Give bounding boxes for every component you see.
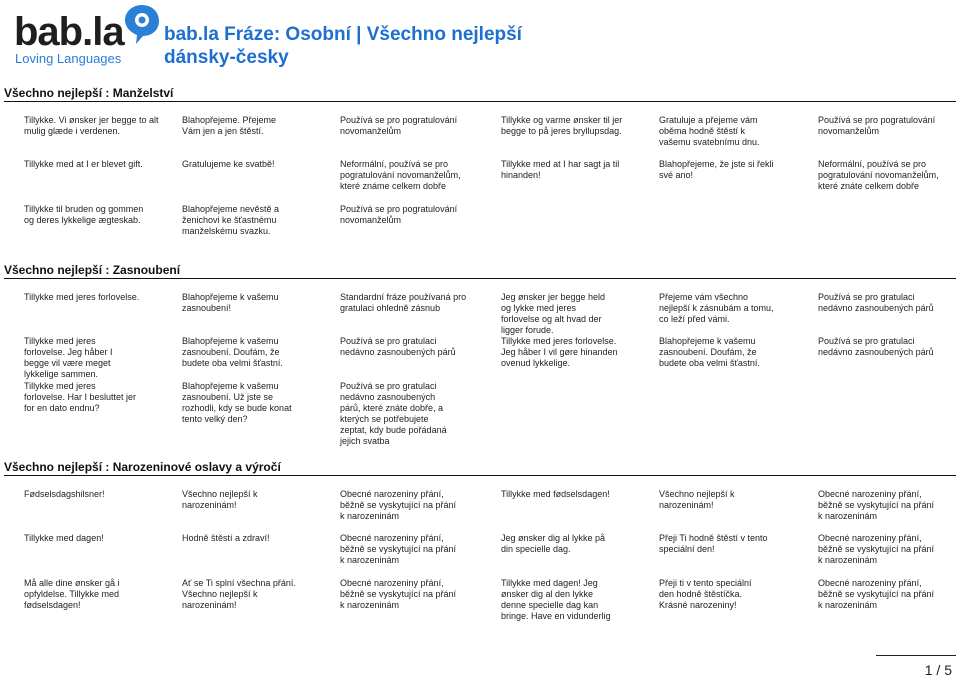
phrase-cell [24,336,139,380]
usage-note-text: Neformální, používá se pro pogratulování novomanželům, které znáte celkem dobře [818,159,939,191]
speech-bubble-icon [122,2,162,46]
phrase-cell [659,292,774,325]
phrase-cell [659,489,749,511]
usage-note-text: Obecné narozeniny přání, běžně se vyskytující na přání k narozeninám [818,489,935,521]
phrase-cell [24,578,124,611]
usage-note-text: Standardní fráze používaná pro gratulaci ohledně zásnub [340,292,467,313]
phrase-text: Blahopřejeme k vašemu zasnoubení. Doufám, že budete oba velmi šťastní. [182,336,283,368]
phrase-cell [182,336,292,369]
phrase-text: Blahopřejeme k vašemu zasnoubení! [182,292,279,313]
phrase-text: Přeji ti v tento speciální den hodně štěstíčka. Krásné narozeniny! [659,578,752,610]
usage-note-cell [340,115,460,137]
phrase-cell [501,115,631,137]
phrase-cell [501,533,616,555]
phrase-text: Tillykke med at I har sagt ja til hinanden! [501,159,620,180]
usage-note-cell [340,336,460,358]
babla-logo [14,2,152,66]
usage-note-cell [818,533,938,566]
phrase-cell [659,336,769,369]
usage-note-cell [340,489,460,522]
logo-tagline: Loving Languages [15,51,122,66]
usage-note-cell [818,489,938,522]
phrase-text: Tillykke med jeres forlovelse. Jeg håber I vil gøre hinanden ovenud lykkelige. [501,336,618,368]
usage-note-text: Obecné narozeniny přání, běžně se vyskytující na přání k narozeninám [818,533,935,565]
phrase-text: Všechno nejlepší k narozeninám! [182,489,258,510]
usage-note-cell [340,204,460,226]
phrase-cell [24,204,144,226]
usage-note-text: Používá se pro gratulaci nedávno zasnoubených párů, které znáte dobře, a kterých se potřebujete zeptat, kdy bude pořádaná jejich svatba [340,381,447,446]
phrase-text: Tillykke med dagen! [24,533,104,543]
phrase-cell [182,204,297,237]
section-title-manzelstvi: Všechno nejlepší : Manželství [4,86,174,100]
document-title-line-2: dánsky-česky [164,47,289,68]
phrase-text: Přeji Ti hodně štěstí v tento speciální den! [659,533,768,554]
document-title-line-1: bab.la Fráze: Osobní | Všechno nejlepší [164,24,522,45]
phrase-cell [501,336,626,369]
section-title-narozeniny: Všechno nejlepší : Narozeninové oslavy a výročí [4,460,281,474]
page-header [0,0,960,80]
usage-note-text: Obecné narozeniny přání, běžně se vyskytující na přání k narozeninám [340,489,457,521]
usage-note-cell [340,578,460,611]
phrase-text: Blahopřejeme nevěstě a ženichovi ke šťastnému manželskému svazku. [182,204,280,236]
phrase-text: Tillykke med fødselsdagen! [501,489,610,499]
phrase-cell [659,115,779,148]
usage-note-text: Používá se pro gratulaci nedávno zasnoubených párů [818,336,934,357]
phrase-text: Tillykke med dagen! Jeg ønsker dig al den lykke denne specielle dag kan bringe. Have en vidunderlig [501,578,611,621]
phrase-text: Přejeme vám všechno nejlepší k zásnubám a tomu, co leží před vámi. [659,292,774,324]
phrase-text: Všechno nejlepší k narozeninám! [659,489,735,510]
usage-note-text: Neformální, používá se pro pogratulování novomanželům, které známe celkem dobře [340,159,461,191]
phrase-text: Tillykke med at I er blevet gift. [24,159,143,169]
phrase-cell [501,578,611,622]
phrase-text: Jeg ønsker dig al lykke på din specielle dag. [501,533,606,554]
footer-rule [876,655,956,656]
logo-wordmark: bab.la [14,10,124,54]
phrase-cell [659,578,769,611]
usage-note-text: Obecné narozeniny přání, běžně se vyskytující na přání k narozeninám [340,533,457,565]
usage-note-cell [340,159,465,192]
phrase-cell [182,533,320,544]
phrase-cell [182,159,320,170]
section-rule [4,475,956,476]
usage-note-cell [818,578,938,611]
phrase-cell [182,381,292,425]
phrase-text: Tillykke til bruden og gommen og deres lykkelige ægteskab. [24,204,144,225]
phrase-text: Tillykke. Vi ønsker jer begge to alt mulig glæde i verdenen. [24,115,159,136]
usage-note-cell [340,292,470,314]
phrase-cell [24,292,162,303]
phrase-text: Gratuluje a přejeme vám oběma hodně štěstí k vašemu svatebnímu dnu. [659,115,760,147]
document-title [164,23,684,69]
phrase-text: Blahopřejeme, že jste si řekli své ano! [659,159,774,180]
page-number: 1 / 5 [924,662,952,678]
phrase-cell [182,489,272,511]
phrase-text: Blahopřejeme. Přejeme Vám jen a jen štěstí. [182,115,277,136]
usage-note-text: Obecné narozeniny přání, běžně se vyskytující na přání k narozeninám [818,578,935,610]
usage-note-text: Používá se pro gratulaci nedávno zasnoubených párů [818,292,934,313]
phrase-cell [24,381,139,414]
phrase-cell [24,533,162,544]
phrase-text: Tillykke og varme ønsker til jer begge to på jeres bryllupsdag. [501,115,623,136]
phrase-text: Hodně štěstí a zdraví! [182,533,270,543]
phrase-cell [501,292,616,336]
phrase-text: Tillykke med jeres forlovelse. Har I besluttet jer for en dato endnu? [24,381,137,413]
usage-note-text: Používá se pro pogratulování novomanželům [818,115,936,136]
section-title-zasnoubeni: Všechno nejlepší : Zasnoubení [4,263,181,277]
phrase-text: Tillykke med jeres forlovelse. Jeg håber I begge vil være meget lykkelige sammen. [24,336,113,379]
usage-note-cell [340,381,455,447]
usage-note-text: Používá se pro pogratulování novomanželům [340,115,458,136]
usage-note-text: Používá se pro pogratulování novomanželům [340,204,458,225]
phrase-text: Tillykke med jeres forlovelse. [24,292,140,302]
usage-note-cell [818,292,938,314]
usage-note-text: Obecné narozeniny přání, běžně se vyskytující na přání k narozeninám [340,578,457,610]
section-rule [4,278,956,279]
usage-note-cell [818,159,943,192]
usage-note-text: Používá se pro gratulaci nedávno zasnoubených párů [340,336,456,357]
phrase-text: Gratulujeme ke svatbě! [182,159,275,169]
phrase-text: Må alle dine ønsker gå i opfyldelse. Tillykke med fødselsdagen! [24,578,120,610]
phrase-cell [24,115,162,137]
phrase-text: Jeg ønsker jer begge held og lykke med jeres forlovelse og alt hvad der ligger forude. [501,292,606,335]
phrase-text: Blahopřejeme k vašemu zasnoubení. Doufám, že budete oba velmi šťastní. [659,336,760,368]
phrase-cell [659,159,779,181]
phrase-text: Blahopřejeme k vašemu zasnoubení. Už jste se rozhodli, kdy se bude konat tento velký den? [182,381,292,424]
phrase-text: Fødselsdagshilsner! [24,489,105,499]
phrase-cell [24,489,162,500]
usage-note-cell [818,115,938,137]
usage-note-cell [818,336,938,358]
usage-note-cell [340,533,460,566]
phrase-cell [659,533,769,555]
phrase-cell [182,292,287,314]
phrase-cell [182,578,297,611]
phrase-cell [501,159,626,181]
phrase-cell [501,489,639,500]
phrase-text: Ať se Ti splní všechna přání. Všechno nejlepší k narozeninám! [182,578,296,610]
phrase-cell [24,159,162,170]
phrase-cell [182,115,292,137]
section-rule [4,101,956,102]
